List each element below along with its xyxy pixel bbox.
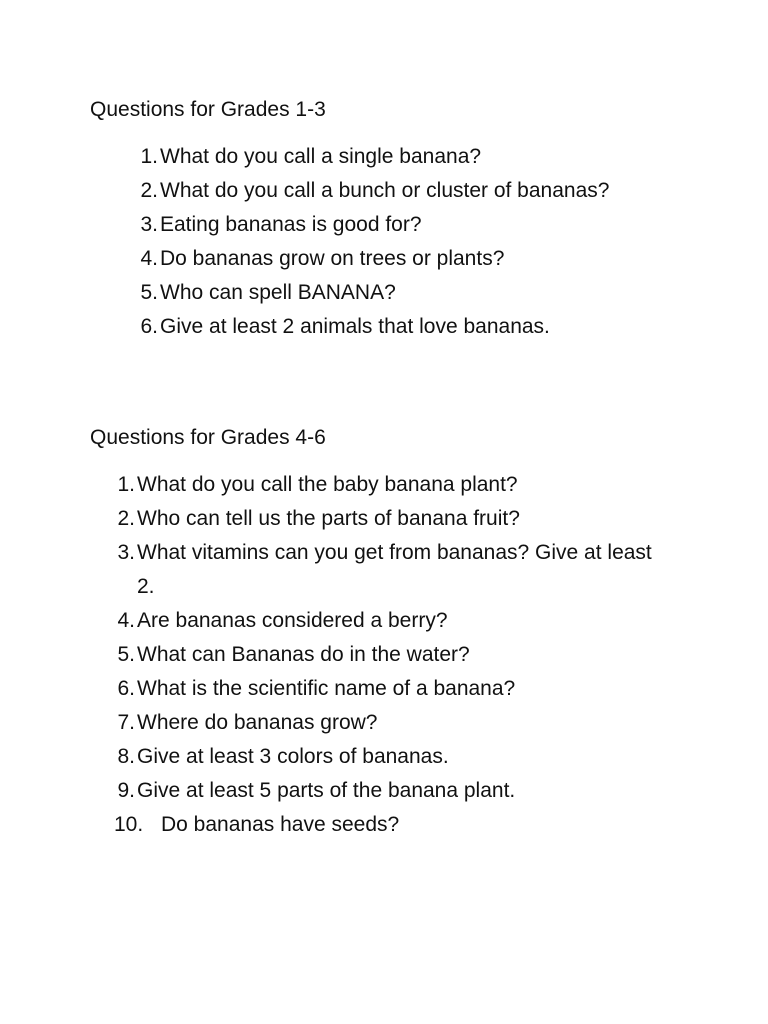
question-text: Give at least 3 colors of bananas. [137, 745, 449, 768]
list-item [90, 174, 730, 208]
list-item [90, 672, 730, 706]
question-text: What do you call a single banana? [160, 145, 482, 168]
question-number: 5. [140, 281, 158, 304]
list-item [90, 310, 730, 344]
list-item [90, 774, 730, 808]
list-item [90, 468, 730, 502]
list-item [90, 808, 730, 842]
list-item [90, 740, 730, 774]
section-grades-4-6 [90, 423, 730, 842]
question-text: What vitamins can you get from bananas? Give at least 2. [137, 541, 652, 598]
section-grades-1-3 [90, 95, 730, 344]
question-number: 9. [117, 779, 135, 802]
question-number: 3. [140, 213, 158, 236]
list-item [90, 706, 730, 740]
question-number: 2. [117, 507, 135, 530]
question-text: Where do bananas grow? [137, 711, 378, 734]
question-number: 8. [117, 745, 135, 768]
question-number: 2. [140, 179, 158, 202]
question-text: What do you call a bunch or cluster of bananas? [160, 179, 610, 202]
list-item [90, 208, 730, 242]
question-number: 1. [140, 145, 158, 168]
question-text: Give at least 2 animals that love bananas. [160, 315, 550, 338]
list-item [90, 536, 730, 604]
section-heading: Questions for Grades 4-6 [90, 426, 326, 449]
list-item [90, 140, 730, 174]
question-list [90, 468, 730, 842]
question-number: 6. [117, 677, 135, 700]
question-text: Eating bananas is good for? [160, 213, 422, 236]
list-item [90, 638, 730, 672]
list-item [90, 502, 730, 536]
question-text: What do you call the baby banana plant? [137, 473, 518, 496]
question-number: 7. [117, 711, 135, 734]
question-number: 10. [114, 813, 144, 836]
question-text: Are bananas considered a berry? [137, 609, 448, 632]
question-list [90, 140, 730, 344]
question-number: 4. [117, 609, 135, 632]
question-text: Do bananas have seeds? [161, 813, 400, 836]
section-heading: Questions for Grades 1-3 [90, 98, 326, 121]
question-text: Give at least 5 parts of the banana plant. [137, 779, 516, 802]
question-number: 1. [117, 473, 135, 496]
question-number: 6. [140, 315, 158, 338]
question-number: 3. [117, 541, 135, 564]
question-text: Do bananas grow on trees or plants? [160, 247, 505, 270]
list-item [90, 276, 730, 310]
question-text: Who can tell us the parts of banana fruit? [137, 507, 520, 530]
list-item [90, 242, 730, 276]
question-number: 5. [117, 643, 135, 666]
question-text: What can Bananas do in the water? [137, 643, 470, 666]
question-text: What is the scientific name of a banana? [137, 677, 516, 700]
question-number: 4. [140, 247, 158, 270]
question-text: Who can spell BANANA? [160, 281, 396, 304]
list-item [90, 604, 730, 638]
